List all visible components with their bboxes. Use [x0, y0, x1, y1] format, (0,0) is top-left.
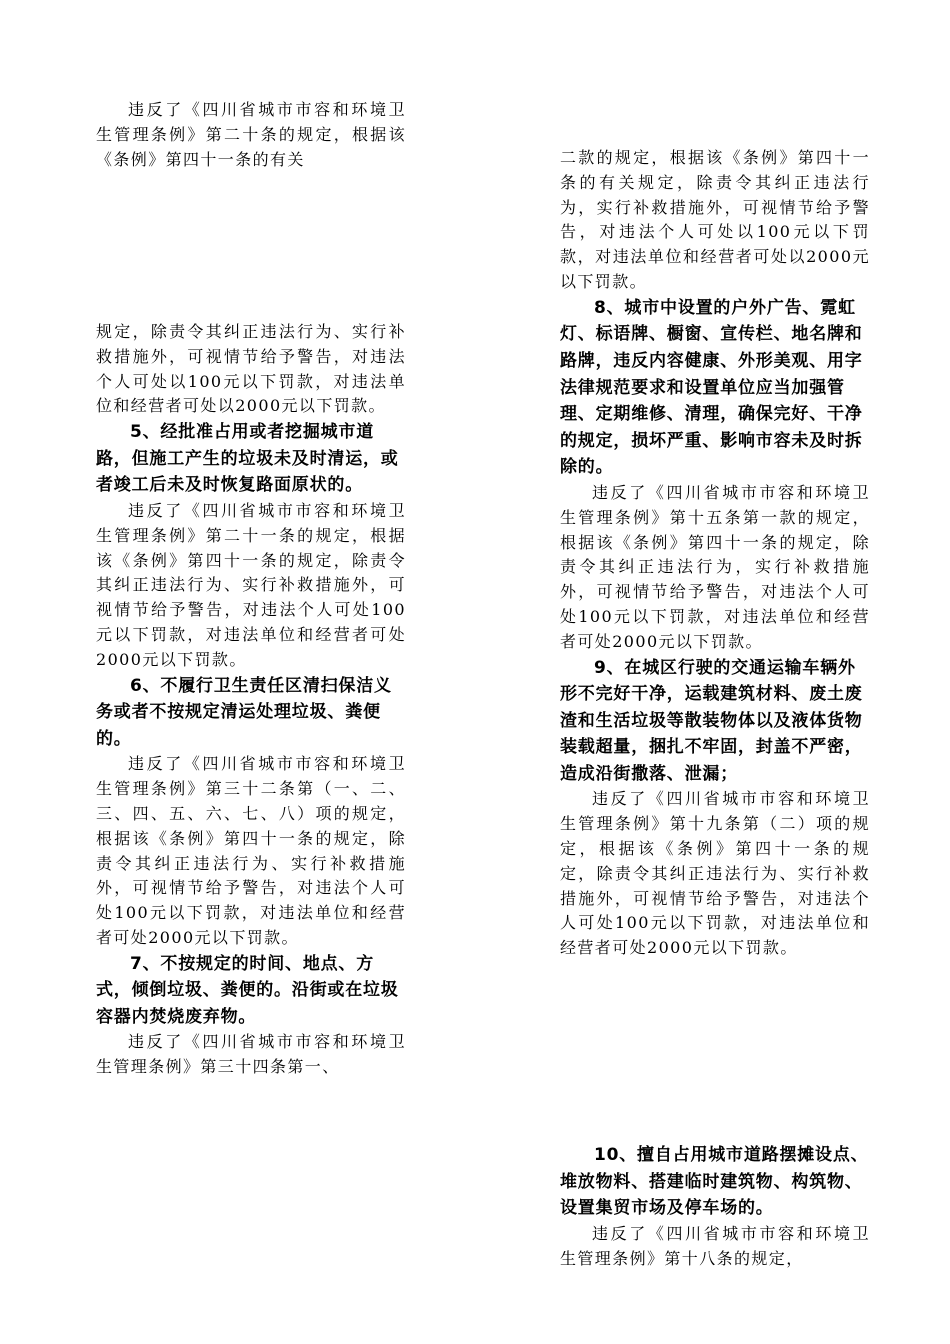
item-7-body: 违反了《四川省城市市容和环境卫生管理条例》第三十四条第一、 [96, 1032, 406, 1077]
item-5-body: 违反了《四川省城市市容和环境卫生管理条例》第二十一条的规定，根据该《条例》第四十一条的规定，除责令其纠正违法行为、实行补救措施外，可视情节给予警告，对违法个人可处100元以下罚款，对违法单位和经营者可处2000元以下罚款。 [96, 500, 406, 669]
right-column-main [560, 146, 870, 961]
item-8-heading: 8、城市中设置的户外广告、霓虹灯、标语牌、橱窗、宣传栏、地名牌和路牌，违反内容健康、外形美观、用字法律规范要求和设置单位应当加强管理、定期维修、清理，确保完好、干净的规定，损坏严重、影响市容未及时拆除的。 [560, 297, 863, 478]
item-9-heading: 9、在城区行驶的交通运输车辆外形不完好干净，运载建筑材料、废土废渣和生活垃圾等散装物体以及液体货物装载超量，捆扎不牢固，封盖不严密，造成沿街撒落、泄漏； [560, 657, 863, 784]
item-7-heading: 7、不按规定的时间、地点、方式，倾倒垃圾、粪便的。沿街或在垃圾容器内焚烧废弃物。 [96, 953, 399, 1027]
left-paragraph-1: 违反了《四川省城市市容和环境卫生管理条例》第二十条的规定，根据该《条例》第四十一条的有关 [96, 100, 406, 169]
item-6-body: 违反了《四川省城市市容和环境卫生管理条例》第三十二条第（一、二、三、四、五、六、七、八）项的规定，根据该《条例》第四十一条的规定，除责令其纠正违法行为、实行补救措施外，可视情节给予警告，对违法个人可处100元以下罚款，对违法单位和经营者可处2000元以下罚款。 [96, 754, 406, 947]
item-6-heading: 6、不履行卫生责任区清扫保洁义务或者不按规定清运处理垃圾、粪便的。 [96, 675, 392, 749]
right-paragraph-continued: 二款的规定，根据该《条例》第四十一条的有关规定，除责令其纠正违法行为，实行补救措施外，可视情节给予警告，对违法个人可处以100元以下罚款，对违法单位和经营者可处以2000元以下罚款。 [560, 148, 870, 291]
right-column-bottom [560, 1142, 870, 1271]
left-column-main [96, 320, 406, 1080]
item-8-body: 违反了《四川省城市市容和环境卫生管理条例》第十五条第一款的规定，根据该《条例》第四十一条的规定，除责令其纠正违法行为，实行补救措施外，可视情节给予警告，对违法个人可处100元以下罚款，对违法单位和经营者可处2000元以下罚款。 [560, 482, 870, 651]
item-10-body: 违反了《四川省城市市容和环境卫生管理条例》第十八条的规定， [560, 1223, 870, 1268]
left-paragraph-continued: 规定，除责令其纠正违法行为、实行补救措施外，可视情节给予警告，对违法个人可处以100元以下罚款，对违法单位和经营者可处以2000元以下罚款。 [96, 322, 406, 416]
item-5-heading: 5、经批准占用或者挖掘城市道路，但施工产生的垃圾未及时清运，或者竣工后未及时恢复路面原状的。 [96, 422, 399, 496]
item-10-heading: 10、擅自占用城市道路摆摊设点、堆放物料、搭建临时建筑物、构筑物、设置集贸市场及停车场的。 [560, 1145, 869, 1219]
left-column-top [96, 98, 406, 172]
item-9-body: 违反了《四川省城市市容和环境卫生管理条例》第十九条第（二）项的规定，根据该《条例》第四十一条的规定，除责令其纠正违法行为、实行补救措施外，可视情节给予警告，对违法个人可处100元以下罚款，对违法单位和经营者可处2000元以下罚款。 [560, 789, 870, 958]
